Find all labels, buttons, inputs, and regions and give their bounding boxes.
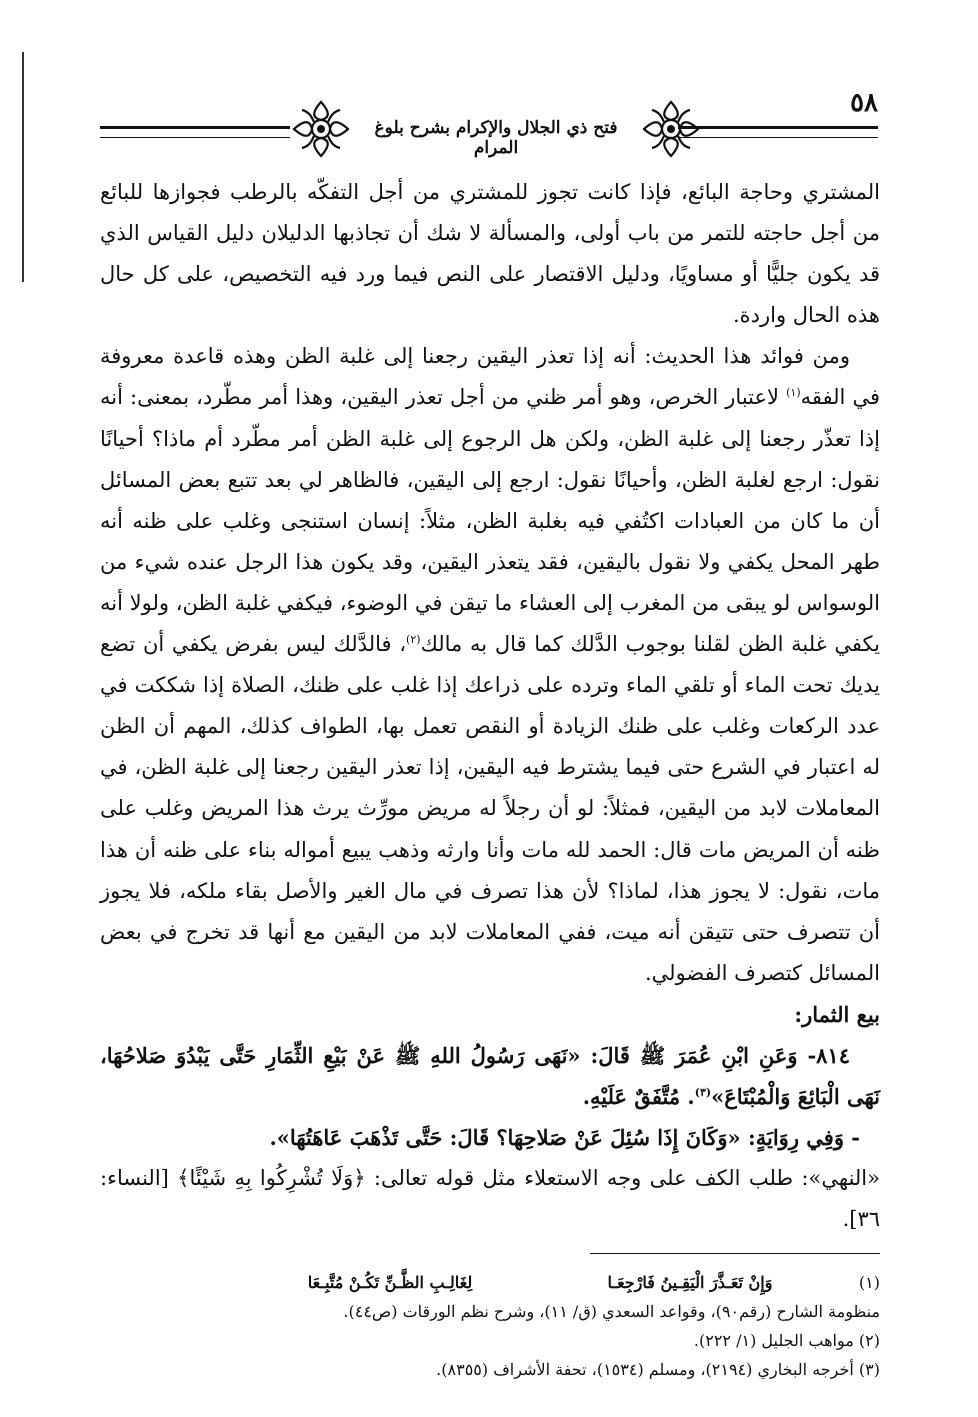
book-title: فتح ذي الجلال والإكرام بشرح بلوغ المرام <box>374 118 618 158</box>
footnotes <box>100 1268 880 1384</box>
footnote-ref-2[interactable]: (٢) <box>406 633 421 647</box>
ornament-left-icon <box>290 98 352 160</box>
footnote-1-source: منظومة الشارح (رقم٩٠)، وقواعد السعدي (ق/ ١١)، وشرح نظم الورقات (ص٤٤). <box>343 1302 880 1321</box>
hadith-text: ٨١٤- وَعَنِ ابْنِ عُمَرَ ﷺ قَالَ: «نَهَى رَسُولُ اللهِ ﷺ عَنْ بَيْعِ الثِّمَارِ حَتَّى يَبْدُوَ صَلاحُهَا، نَهَى الْبَائِعَ وَالْمُبْتَاعَ» <box>100 1042 880 1110</box>
hadith-suffix: . مُتَّفَقٌ عَلَيْهِ. <box>582 1084 695 1110</box>
footnote-1-number: (١) <box>858 1273 880 1292</box>
hadith-814 <box>100 1035 880 1117</box>
main-text <box>100 172 880 1240</box>
footnote-1-verse-left: لِغَالِـبِ الظَّـنِّ تَكُـنْ مُتَّبِـعَا <box>307 1273 473 1292</box>
footnote-separator <box>590 1253 880 1254</box>
paragraph-2-part-3: ، فالدَّلك ليس بفرض يكفي أن تضع يديك تحت الماء أو تلقي الماء وترده على ذراعك إذا غلب على ظنك، الصلاة إذا شككت في عدد الركعات وغلب على ظنك الزيادة أو النقص تعمل بها، الطواف كذلك، المهم أن الظن له اعتبار في الشرع حتى فيما يشترط فيه اليقين، إذا تعذر اليقين رجعنا إلى غلبة الظن، في المعاملات لابد من اليقين، فمثلاً: لو أن رجلاً له مريض مورِّث يرث هذا المريض وغلب على ظنه أن المريض مات قال: الحمد لله مات وأنا وارثه وذهب يبيع أمواله بناء على ظنه أن هذا مات، نقول: لا يجوز هذا، لماذا؟ لأن هذا تصرف في مال الغير والأصل بقاء ملكه، فلا يجوز أن تتصرف حتى تتيقن أنه ميت، ففي المعاملات لابد من اليقين مع أنها قد تخرج في بعض المسائل كتصرف الفضولي. <box>100 632 880 985</box>
scan-margin-line <box>22 52 24 282</box>
paragraph-2-part-1: ومن فوائد هذا الحديث: أنه إذا تعذر اليقين رجعنا إلى غلبة الظن وهذه قاعدة معروفة في الفقه <box>100 344 880 410</box>
hadith-riwaya: - وَفِي رِوَايَةٍ: «وَكَانَ إِذَا سُئِلَ عَنْ صَلاحِهَا؟ قَالَ: حَتَّى تَذْهَبَ عَاهَتُهَا». <box>269 1125 860 1151</box>
nahy-definition: «النهي»: طلب الكف على وجه الاستعلاء مثل قوله تعالى: ﴿وَلَا تُشْرِكُوا بِهِ شَيْئًا﴾ [النساء: ٣٦]. <box>100 1166 880 1232</box>
footnote-2: (٢) مواهب الجليل (١/ ٢٢٢). <box>693 1331 880 1350</box>
section-heading: بيع الثمار: <box>794 1001 880 1027</box>
footnote-ref-3[interactable]: (٣) <box>694 1086 712 1100</box>
header-rule-left <box>100 126 290 138</box>
paragraph-2-part-2: لاعتبار الخرص، وهو أمر ظني من أجل تعذر اليقين، وهذا أمر مطّرد، بمعنى: أنه إذا تعذّر رجعنا إلى غلبة الظن، ولكن هل الرجوع إلى غلبة الظن أمر مطّرد أم ماذا؟ أحيانًا نقول: ارجع لغلبة الظن، وأحيانًا نقول: ارجع إلى اليقين، فالظاهر لي بعد تتبع بعض المسائل أن ما كان من العبادات اكتُفي فيه بغلبة الظن، مثلاً: إنسان استنجى وغلب على ظنه أنه طهر المحل يكفي ولا نقول باليقين، فقد يتعذر اليقين، وقد يكون هذا الرجل عنده شيء من الوسواس لو يبقى من المغرب إلى العشاء ما تيقن في الوضوء، فيكفي غلبة الظن، ولولا أنه يكفي غلبة الظن لقلنا بوجوب الدَّلك كما قال به مالك <box>100 385 880 657</box>
footnote-3: (٣) أخرجه البخاري (٢١٩٤)، ومسلم (١٥٣٤)، تحفة الأشراف (٨٣٥٥). <box>436 1360 880 1379</box>
header-rule-right <box>678 126 878 138</box>
page-number: ٥٨ <box>850 88 878 118</box>
paragraph-2 <box>100 336 880 994</box>
footnote-1-verse <box>100 1268 880 1297</box>
footnote-ref-1[interactable]: (١) <box>786 386 801 400</box>
paragraph-1: المشتري وحاجة البائع، فإذا كانت تجوز للمشتري من أجل التفكّه بالرطب فجوازها للبائع من أجل حاجته للتمر من باب أولى، والمسألة لا شك أن تجاذبها الدليلان دليل القياس الذي قد يكون جليًّا أو مساويًا، ودليل الاقتصار على النص فيما ورد فيه التخصيص، على كل حال هذه الحال واردة. <box>100 180 880 328</box>
footnote-1-verse-right: وَإِنْ تَعَـذَّرَ الْيَقِـينُ فَارْجِعَـا <box>607 1273 773 1292</box>
page-header <box>100 88 878 168</box>
